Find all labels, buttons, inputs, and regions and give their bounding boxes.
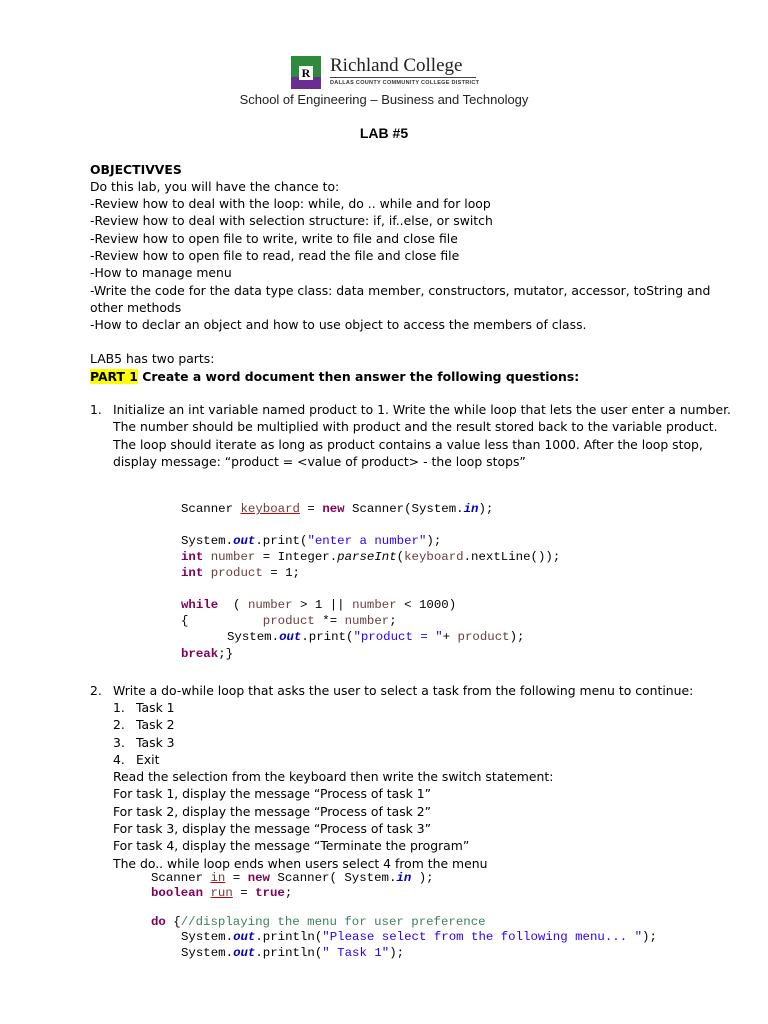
code-line: Scanner keyboard = new Scanner(System.in); <box>181 502 494 516</box>
objective-line: -Review how to deal with selection structure: if, if..else, or switch <box>90 213 493 228</box>
menu-item: Task 1 <box>136 700 175 715</box>
code-line: { product *= number; <box>181 614 397 628</box>
q2-line: For task 3, display the message “Process of task 3” <box>113 821 432 836</box>
code-line: System.out.print("enter a number"); <box>181 534 442 548</box>
q1-line: The number should be multiplied with product and the result stored back to the variable product. <box>113 419 718 434</box>
code-line: System.out.println("Please select from the following menu... "); <box>181 930 657 944</box>
q2-line: Read the selection from the keyboard then write the switch statement: <box>113 769 554 784</box>
school-name: School of Engineering – Business and Technology <box>239 92 529 107</box>
code-line: int product = 1; <box>181 566 300 580</box>
menu-number: 3. <box>113 735 125 750</box>
q2-number: 2. <box>90 683 102 698</box>
logo-letter: R <box>299 66 313 80</box>
part1-text: Create a word document then answer the following questions: <box>137 369 580 384</box>
code-line: break;} <box>181 647 234 661</box>
code-line: int number = Integer.parseInt(keyboard.nextLine()); <box>181 550 561 564</box>
lab-title: LAB #5 <box>359 125 409 141</box>
objective-line: other methods <box>90 300 182 315</box>
q2-intro: Write a do-while loop that asks the user to select a task from the following menu to continue: <box>113 683 694 698</box>
part1-label: PART 1 <box>90 369 138 384</box>
college-name: Richland College <box>330 55 463 76</box>
divider <box>330 77 476 78</box>
q2-line: The do.. while loop ends when users select 4 from the menu <box>113 856 488 871</box>
code-line: System.out.println(" Task 1"); <box>181 946 405 960</box>
q1-line: The loop should iterate as long as product contains a value less than 1000. After the loop stop, <box>113 437 703 452</box>
objective-line: -Review how to open file to read, read the file and close file <box>90 248 460 263</box>
parts-intro: LAB5 has two parts: <box>90 351 215 366</box>
menu-item: Exit <box>136 752 160 767</box>
code-line: while ( number > 1 || number < 1000) <box>181 598 457 612</box>
menu-item: Task 3 <box>136 735 175 750</box>
objective-line: -Review how to open file to write, write to file and close file <box>90 231 458 246</box>
q1-number: 1. <box>90 402 102 417</box>
menu-item: Task 2 <box>136 717 175 732</box>
q2-line: For task 2, display the message “Process of task 2” <box>113 804 432 819</box>
code-line: System.out.print("product = "+ product); <box>227 630 525 644</box>
menu-number: 1. <box>113 700 125 715</box>
code-line: Scanner in = new Scanner( System.in ); <box>151 871 434 885</box>
part1-line <box>90 368 579 385</box>
objective-line: Do this lab, you will have the chance to: <box>90 179 340 194</box>
objective-line: -Review how to deal with the loop: while, do .. while and for loop <box>90 196 491 211</box>
objectives-heading: OBJECTIVVES <box>90 162 182 177</box>
q1-line: display message: “product = <value of product> - the loop stops” <box>113 454 526 469</box>
college-logo <box>291 56 321 89</box>
objective-line: -How to manage menu <box>90 265 232 280</box>
q2-line: For task 4, display the message “Terminate the program” <box>113 838 470 853</box>
q1-line: Initialize an int variable named product to 1. Write the while loop that lets the user enter a number. <box>113 402 731 417</box>
q2-line: For task 1, display the message “Process of task 1” <box>113 786 432 801</box>
objective-line: -Write the code for the data type class: data member, constructors, mutator, accessor, toString and <box>90 283 711 298</box>
code-line: boolean run = true; <box>151 886 293 900</box>
menu-number: 4. <box>113 752 125 767</box>
objective-line: -How to declar an object and how to use object to access the members of class. <box>90 317 587 332</box>
menu-number: 2. <box>113 717 125 732</box>
code-line: do {//displaying the menu for user preference <box>151 915 486 929</box>
district-name: DALLAS COUNTY COMMUNITY COLLEGE DISTRICT <box>330 80 480 86</box>
